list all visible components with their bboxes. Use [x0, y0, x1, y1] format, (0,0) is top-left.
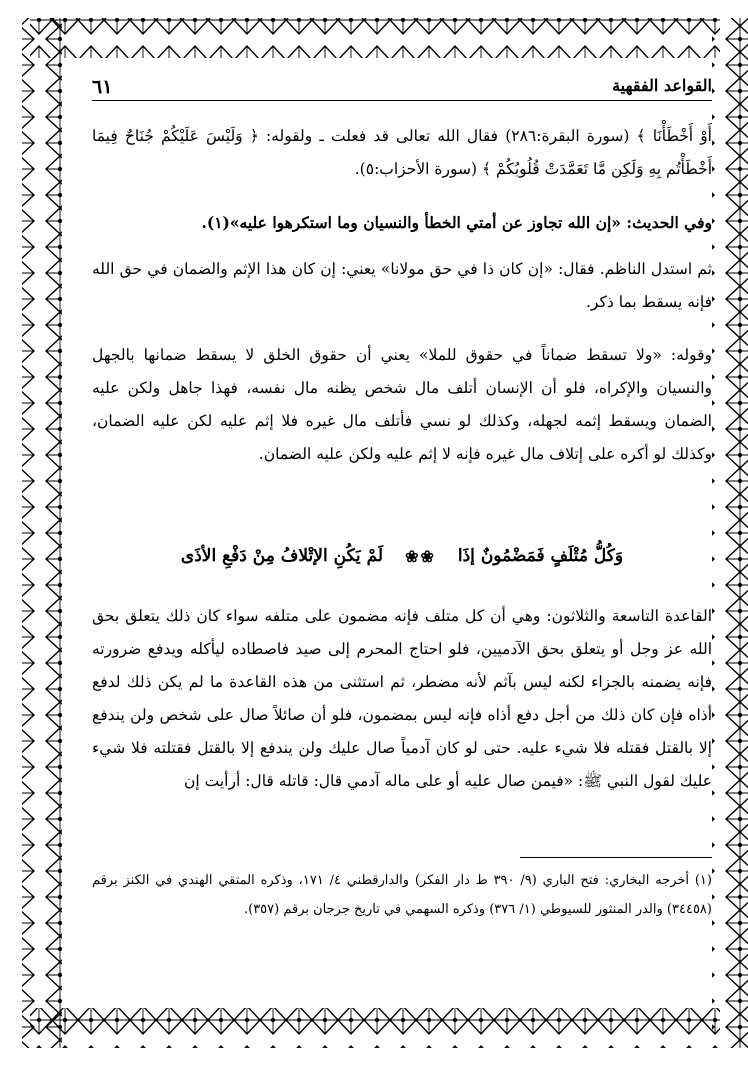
main-text	[92, 120, 712, 471]
footnote-1: (١) أخرجه البخاري: فتح الباري (٩/ ٣٩٠ ط دار الفكر) والدارقطني ٤/ ١٧١، وذكره المتقي الهندي في الكنز برقم (٣٤٤٥٨) والدر المنثور للسيوطي (١/ ٣٧٦) وذكره السهمي في تاريخ جرجان برقم (٣٥٧).	[92, 873, 712, 917]
paragraph-hadith: وفي الحديث: «إن الله تجاوز عن أمتي الخطأ والنسيان وما استكرهوا عليه»(١).	[201, 213, 712, 232]
paragraph-rule-39: القاعدة التاسعة والثلاثون: وهي أن كل متلف فإنه مضمون على متلفه سواء كان ذلك يتعلق بحق الله عز وجل أو يتعلق بحق الآدميين، فلو احتاج المحرم إلى صيد فاصطاده ليأكله ويدفع ضرورته فإنه يضمنه بالجزاء لكنه ليس بآثم لأنه مضطر، ثم استثنى من هذه القاعدة ما لم يكن ذلك لدفع أذاه فإن كان ذلك من أجل دفع أذاه فإنه ليس بمضمون، فلو أن صائلاً صال على شخص ولن يندفع إلا بالقتل فقتله فلا شيء عليه. حتى لو كان آدمياً صال عليك ولن يندفع إلا بالقتل فقتلته فلا شيء عليك لقول النبي ﷺ: «فيمن صال عليه أو على ماله آدمي قال: قاتله قال: أرأيت إن	[92, 607, 712, 790]
paragraph-rights-of-people: وقوله: «ولا تسقط ضماناً في حقوق للملا» يعني أن حقوق الخلق لا يسقط ضمانها بالجهل والنسيان والإكراه، فلو أن الإنسان أتلف مال شخص يظنه مال نفسه، فهذا جاهل ولكن عليه الضمان ويسقط إثمه لجهله، وكذلك لو نسي فأتلف مال غيره فلا إثم عليه لكن عليه الضمان، وكذلك لو أكره على إتلاف مال غيره فإنه لا إثم عليه ولكن عليه الضمان.	[92, 346, 712, 463]
footnotes	[92, 866, 712, 924]
verse-first-hemistich: وَكُلُّ مُتْلَفٍ فَمَضْمُونٌ إذَا	[457, 546, 624, 566]
page-number: ٦١	[92, 76, 113, 98]
footnote-separator	[520, 857, 712, 858]
verse-separator-ornament: ❀❀	[405, 546, 436, 566]
running-header	[92, 74, 712, 101]
running-title: القواعد الفقهية	[612, 76, 712, 95]
verse-second-hemistich: لَمْ يَكُنِ الإتْلافُ مِنْ دَفْعِ الأذَى	[180, 546, 384, 566]
poem-verse	[92, 546, 712, 566]
paragraph-quran-quotation: أَوْ أَخْطَأْنَا ﴾ (سورة البقرة:٢٨٦) فقال الله تعالى قد فعلت ـ ولقوله: ﴿ وَلَيْسَ عَلَيْكُمْ جُنَاحٌ فِيمَا أَخْطَأْتُم بِهِ وَلَكِن مَّا تَعَمَّدَتْ قُلُوبُكُمْ ﴾ (سورة الأحزاب:٥).	[92, 127, 712, 178]
paragraph-explanation: ثم استدل الناظم. فقال: «إن كان ذا في حق مولانا» يعني: إن كان هذا الإثم والضمان في حق الله فإنه يسقط بما ذكر.	[92, 260, 712, 311]
rule-39-text	[92, 600, 712, 798]
